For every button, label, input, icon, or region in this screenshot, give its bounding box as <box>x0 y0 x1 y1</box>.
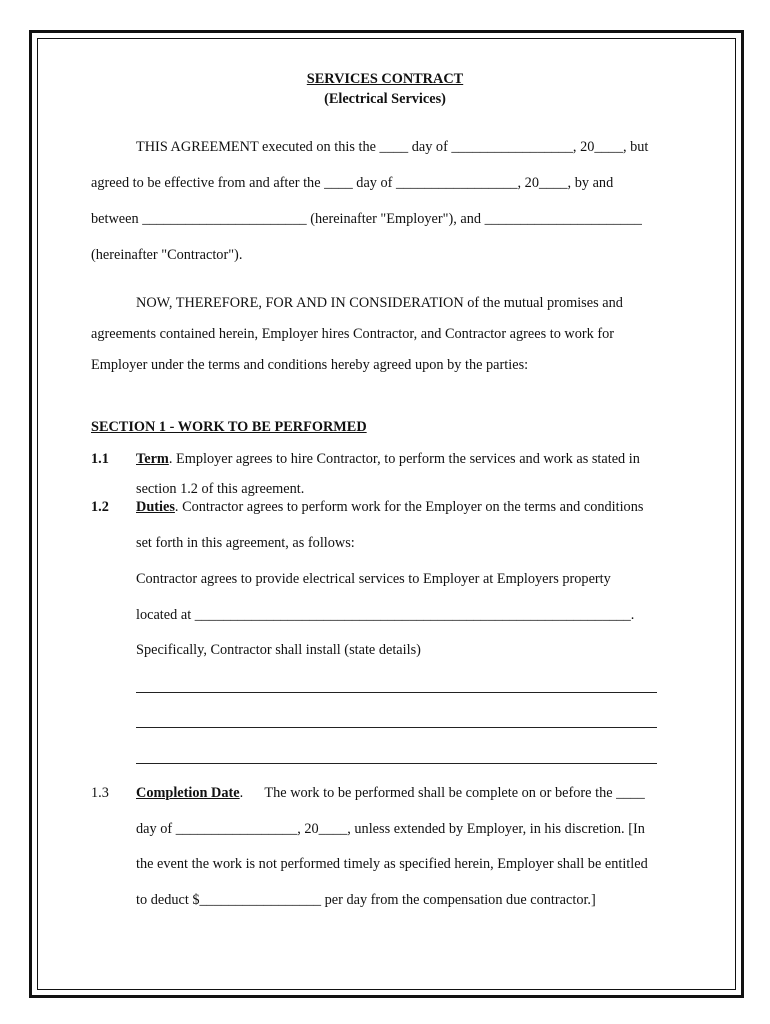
clause-1-1-body: . Employer agrees to hire Contractor, to perform the services and work as stated in <box>168 451 640 467</box>
clause-1-2-body: . Contractor agrees to perform work for the Employer on the terms and conditions <box>174 499 644 515</box>
document-title: SERVICES CONTRACT <box>306 71 464 87</box>
clause-1-2-text-line-5: Specifically, Contractor shall install (state details) <box>136 642 421 658</box>
clause-1-1-number: 1.1 <box>91 451 109 467</box>
clause-1-1-text <box>136 450 640 468</box>
clause-1-1-text-line-2: section 1.2 of this agreement. <box>136 481 305 497</box>
consideration-line-3: Employer under the terms and conditions hereby agreed upon by the parties: <box>91 357 529 373</box>
consideration-line-1: NOW, THEREFORE, FOR AND IN CONSIDERATION of the mutual promises and <box>136 295 623 311</box>
clause-1-3-text-line-3: the event the work is not performed timely as specified herein, Employer shall be entitled <box>136 856 648 872</box>
clause-1-3-title: Completion Date <box>136 785 240 801</box>
intro-line-3: between _______________________ (hereinafter "Employer"), and ______________________ <box>91 211 642 227</box>
clause-1-3-number: 1.3 <box>91 785 109 801</box>
clause-1-1-title: Term <box>136 451 169 467</box>
clause-1-2-text-line-4: located at _____________________________________________________________. <box>136 607 635 623</box>
clause-1-2-text-line-3: Contractor agrees to provide electrical services to Employer at Employers property <box>136 571 611 587</box>
blank-line-1[interactable] <box>136 692 657 693</box>
clause-1-3-body: . The work to be performed shall be complete on or before the ____ <box>239 785 645 801</box>
intro-line-4: (hereinafter "Contractor"). <box>91 247 243 263</box>
blank-line-2[interactable] <box>136 727 657 728</box>
clause-1-3-text-line-4: to deduct $_________________ per day from the compensation due contractor.] <box>136 892 596 908</box>
clause-1-2-number: 1.2 <box>91 499 109 515</box>
clause-1-3-text <box>136 784 645 802</box>
section-1-heading: SECTION 1 - WORK TO BE PERFORMED <box>91 419 367 435</box>
clause-1-2-text-line-2: set forth in this agreement, as follows: <box>136 535 355 551</box>
clause-1-2-text <box>136 498 643 516</box>
clause-1-2-title: Duties <box>136 499 175 515</box>
intro-line-2: agreed to be effective from and after the ____ day of _________________, 20____, by and <box>91 175 614 191</box>
blank-line-3[interactable] <box>136 763 657 764</box>
consideration-line-2: agreements contained herein, Employer hires Contractor, and Contractor agrees to work for <box>91 326 615 342</box>
intro-line-1: THIS AGREEMENT executed on this the ____ day of _________________, 20____, but <box>136 139 649 155</box>
document-subtitle: (Electrical Services) <box>324 91 446 107</box>
clause-1-3-text-line-2: day of _________________, 20____, unless extended by Employer, in his discretion. [In <box>136 821 645 837</box>
